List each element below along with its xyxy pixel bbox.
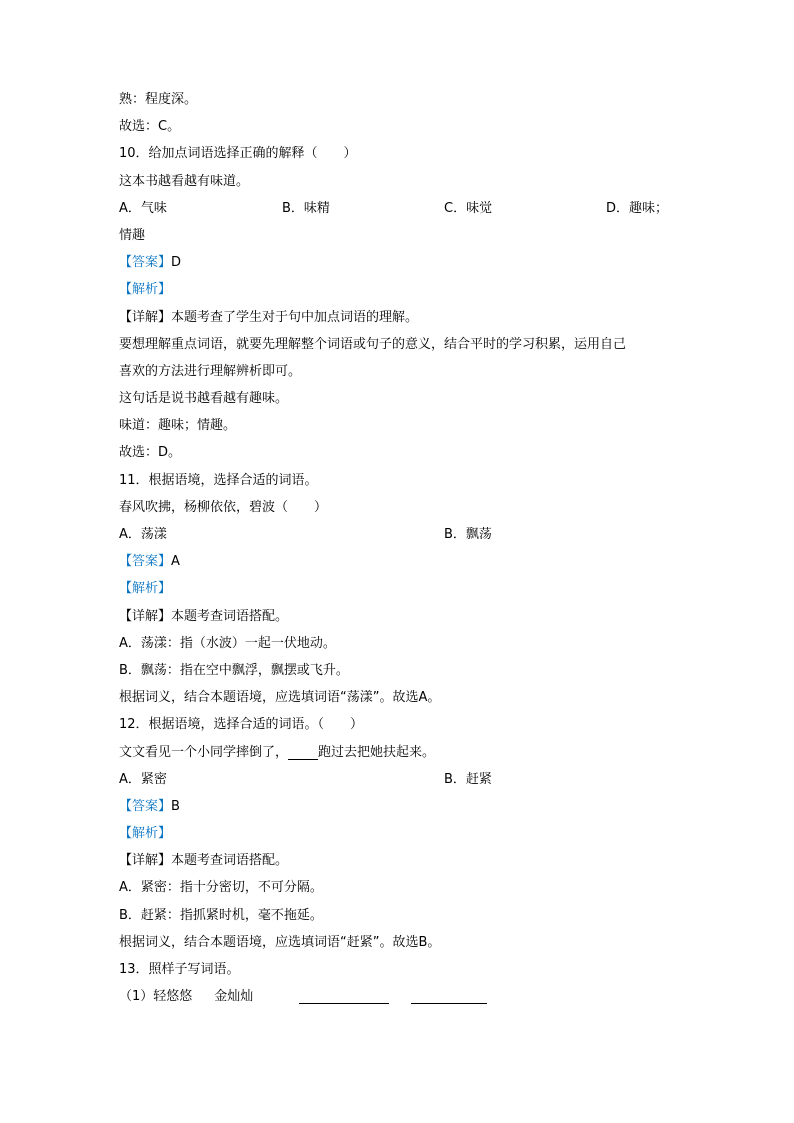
question-10-sentence: 这本书越看越有味道。 xyxy=(119,173,250,189)
analysis-tag: 【解析】 xyxy=(119,826,172,842)
text-line: 根据词义，结合本题语境，应选填词语“荡漾”。故选A。 xyxy=(119,690,441,706)
question-11-sentence: 春风吹拂，杨柳依依，碧波（ ） xyxy=(119,499,328,515)
option-a: A．紧密 xyxy=(119,771,167,787)
option-b: B．味精 xyxy=(282,200,330,216)
detail-tag: 【详解】 xyxy=(119,853,172,869)
sentence-part: 文文看见一个小同学摔倒了， xyxy=(119,744,289,760)
question-12-options xyxy=(119,766,675,793)
detail-line xyxy=(119,603,675,630)
question-13-item xyxy=(119,983,675,1010)
text-line: B．赶紧：指抓紧时机，毫不拖延。 xyxy=(119,907,323,923)
question-11-options xyxy=(119,521,675,548)
question-11: 11．根据语境，选择合适的词语。 xyxy=(119,472,318,488)
answer-line xyxy=(119,249,675,276)
option-d: D．趣味； xyxy=(606,200,669,216)
option-d-wrap: 情趣 xyxy=(119,227,146,243)
option-b: B．赶紧 xyxy=(444,771,492,787)
option-a: A．气味 xyxy=(119,200,167,216)
detail-text: 本题考查词语搭配。 xyxy=(171,608,289,624)
detail-line xyxy=(119,847,675,874)
answer-blank[interactable] xyxy=(411,989,487,1004)
analysis-tag: 【解析】 xyxy=(119,581,172,597)
answer-value: A xyxy=(171,554,180,570)
text-line: 喜欢的方法进行理解辨析即可。 xyxy=(119,363,302,379)
text-line: 根据词义，结合本题语境，应选填词语“赶紧”。故选B。 xyxy=(119,934,441,950)
text-line: 故选：C。 xyxy=(119,119,181,135)
analysis-tag: 【解析】 xyxy=(119,282,172,298)
detail-tag: 【详解】 xyxy=(119,608,172,624)
sentence-part: 跑过去把她扶起来。 xyxy=(318,744,436,760)
detail-text: 本题考查词语搭配。 xyxy=(171,853,289,869)
fill-blank xyxy=(288,745,318,760)
question-13: 13．照样子写词语。 xyxy=(119,962,240,977)
answer-line xyxy=(119,548,675,575)
detail-line xyxy=(119,304,675,331)
text-line: 要想理解重点词语，就要先理解整个词语或句子的意义，结合平时的学习积累，运用自己 xyxy=(119,336,627,352)
question-10-options xyxy=(119,195,675,222)
question-12-sentence xyxy=(119,739,675,766)
answer-blank[interactable] xyxy=(299,989,389,1004)
option-c: C．味觉 xyxy=(444,200,493,216)
text-line: B．飘荡：指在空中飘浮，飘摆或飞升。 xyxy=(119,662,349,678)
answer-value: D xyxy=(171,255,182,271)
answer-tag: 【答案】 xyxy=(119,554,172,570)
question-10: 10．给加点词语选择正确的解释（ ） xyxy=(119,146,357,162)
text-line: 熟：程度深。 xyxy=(119,92,198,107)
question-12: 12．根据语境，选择合适的词语。（ ） xyxy=(119,717,364,733)
item-example: 金灿灿 xyxy=(214,989,254,1005)
answer-value: B xyxy=(171,798,180,814)
detail-text: 本题考查了学生对于句中加点词语的理解。 xyxy=(171,309,419,325)
text-line: 味道：趣味；情趣。 xyxy=(119,418,237,434)
text-line: A．荡漾：指（水波）一起一伏地动。 xyxy=(119,635,336,651)
option-a: A．荡漾 xyxy=(119,527,167,542)
option-b: B．飘荡 xyxy=(444,527,492,542)
answer-line xyxy=(119,793,675,820)
text-line: 这句话是说书越看越有趣味。 xyxy=(119,391,289,407)
text-line: 故选：D。 xyxy=(119,445,182,461)
item-label: （1）轻悠悠 xyxy=(119,989,193,1005)
answer-tag: 【答案】 xyxy=(119,255,172,271)
answer-tag: 【答案】 xyxy=(119,798,172,814)
detail-tag: 【详解】 xyxy=(119,309,172,325)
text-line: A．紧密：指十分密切，不可分隔。 xyxy=(119,880,323,896)
